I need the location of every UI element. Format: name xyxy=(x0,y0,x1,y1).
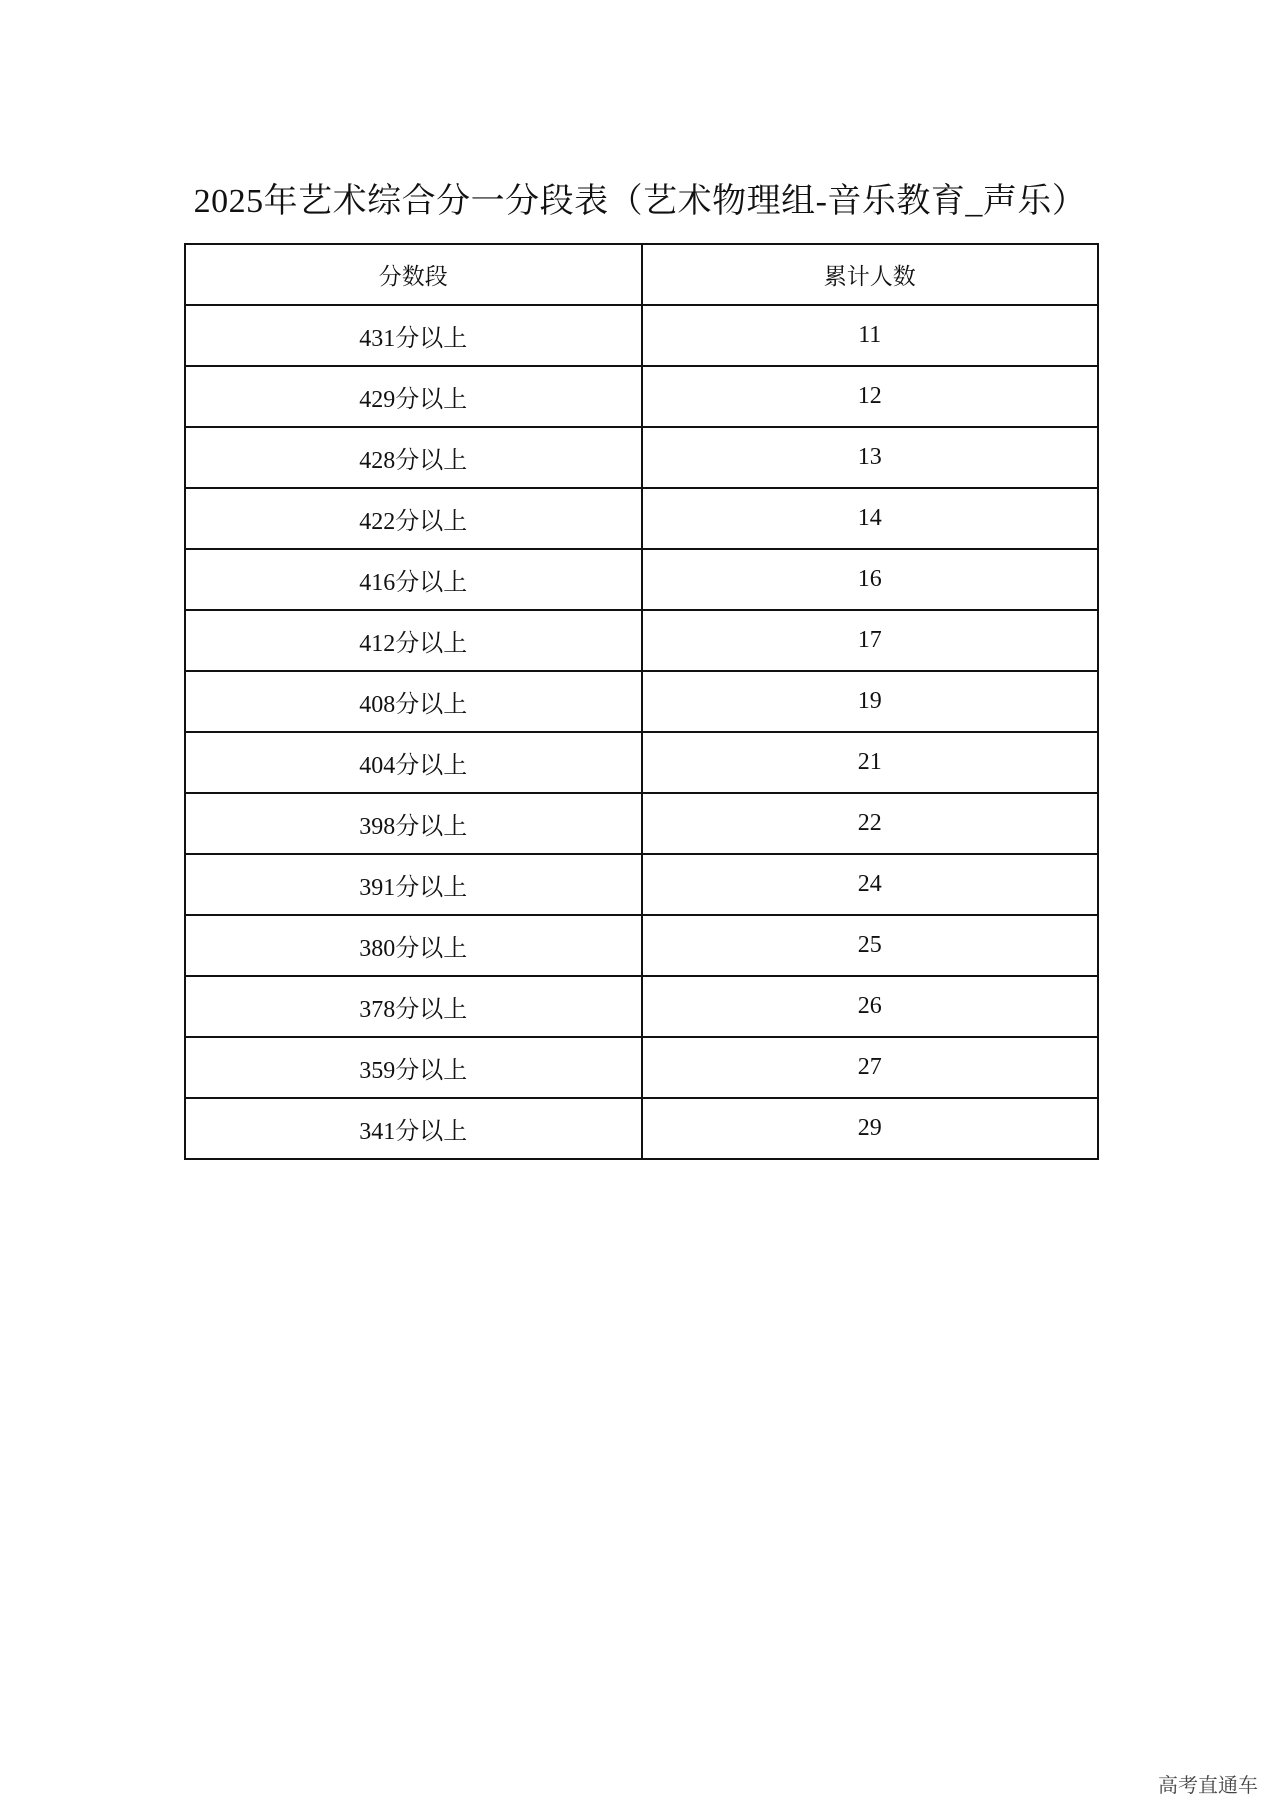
score-cell: 359分以上 xyxy=(185,1037,642,1098)
table-row xyxy=(185,1098,1098,1159)
score-cell: 408分以上 xyxy=(185,671,642,732)
table-row xyxy=(185,1037,1098,1098)
table-row xyxy=(185,732,1098,793)
score-cell: 429分以上 xyxy=(185,366,642,427)
score-cell: 416分以上 xyxy=(185,549,642,610)
score-cell: 431分以上 xyxy=(185,305,642,366)
count-cell: 26 xyxy=(642,976,1099,1037)
header-cumulative-count: 累计人数 xyxy=(642,244,1099,305)
count-cell: 25 xyxy=(642,915,1099,976)
count-cell: 11 xyxy=(642,305,1099,366)
count-cell: 19 xyxy=(642,671,1099,732)
count-cell: 14 xyxy=(642,488,1099,549)
count-cell: 24 xyxy=(642,854,1099,915)
table-row xyxy=(185,549,1098,610)
table-row xyxy=(185,854,1098,915)
table-row xyxy=(185,488,1098,549)
count-cell: 12 xyxy=(642,366,1099,427)
table-row xyxy=(185,610,1098,671)
count-cell: 17 xyxy=(642,610,1099,671)
score-cell: 404分以上 xyxy=(185,732,642,793)
table-row xyxy=(185,915,1098,976)
score-distribution-table xyxy=(184,243,1099,1160)
score-cell: 428分以上 xyxy=(185,427,642,488)
count-cell: 29 xyxy=(642,1098,1099,1159)
score-cell: 380分以上 xyxy=(185,915,642,976)
table-header-row xyxy=(185,244,1098,305)
table-row xyxy=(185,366,1098,427)
count-cell: 13 xyxy=(642,427,1099,488)
count-cell: 27 xyxy=(642,1037,1099,1098)
table-row xyxy=(185,427,1098,488)
header-score-range: 分数段 xyxy=(185,244,642,305)
score-cell: 412分以上 xyxy=(185,610,642,671)
table-row xyxy=(185,793,1098,854)
count-cell: 22 xyxy=(642,793,1099,854)
table-row xyxy=(185,671,1098,732)
score-cell: 422分以上 xyxy=(185,488,642,549)
watermark: 高考直通车 xyxy=(1158,1773,1258,1797)
score-cell: 398分以上 xyxy=(185,793,642,854)
score-cell: 341分以上 xyxy=(185,1098,642,1159)
page-title: 2025年艺术综合分一分段表（艺术物理组-音乐教育_声乐） xyxy=(193,183,1087,220)
count-cell: 16 xyxy=(642,549,1099,610)
count-cell: 21 xyxy=(642,732,1099,793)
score-cell: 378分以上 xyxy=(185,976,642,1037)
score-cell: 391分以上 xyxy=(185,854,642,915)
table-row xyxy=(185,976,1098,1037)
table-row xyxy=(185,305,1098,366)
